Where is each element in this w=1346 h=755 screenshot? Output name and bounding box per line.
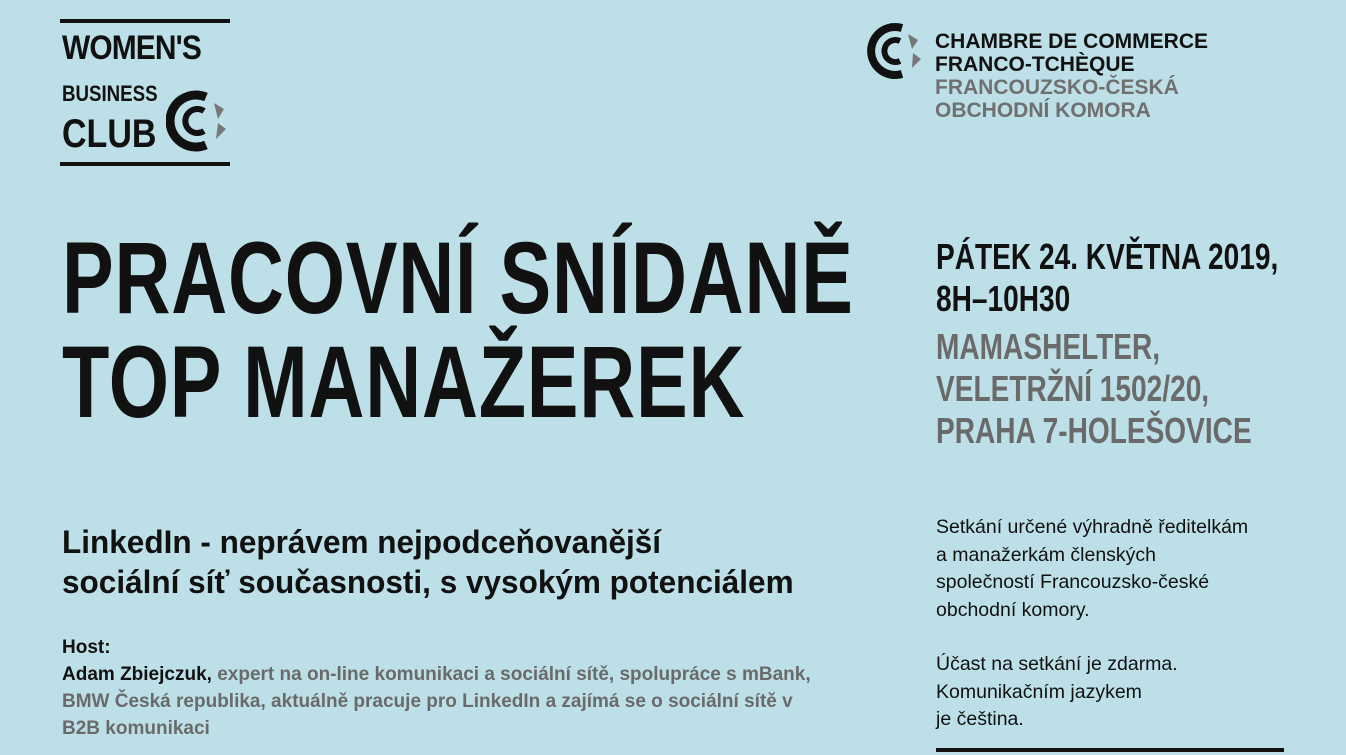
page-title	[62, 221, 854, 439]
info-p1-line1: Setkání určené výhradně ředitelkám	[936, 516, 1249, 538]
subtitle-line-1: LinkedIn - neprávem nejpodceňovanější	[62, 524, 662, 560]
logo-top-rule	[60, 19, 230, 23]
venue-street: VELETRŽNÍ 1502/20,	[936, 368, 1210, 409]
subtitle-line-2: sociální síť současnosti, s vysokým potenciálem	[62, 564, 794, 600]
event-time: 8H–10H30	[936, 278, 1071, 319]
cci-c-icon	[166, 89, 230, 153]
event-info	[936, 514, 1296, 734]
cci-line-3: FRANCOUZSKO-ČESKÁ	[935, 76, 1179, 99]
info-p2-line1: Účast na setkání je zdarma.	[936, 653, 1178, 675]
info-p2-line3: je čeština.	[936, 708, 1024, 730]
event-datetime	[936, 236, 1278, 320]
divider	[936, 748, 1284, 752]
info-p1-line2: a manažerkám členských	[936, 543, 1157, 566]
logo-text-club: CLUB	[62, 112, 157, 156]
host-desc-1: expert na on-line komunikaci a sociální sítě, spolupráce s mBank,	[211, 664, 811, 685]
host-desc-3: B2B komunikaci	[62, 718, 210, 739]
logo-bottom-rule	[60, 162, 230, 166]
title-line-1: PRACOVNÍ SNÍDANĚ	[62, 221, 854, 335]
logo-text-womens: WOMEN'S	[62, 29, 201, 67]
cci-logo-text	[935, 30, 1208, 122]
host-section	[62, 634, 882, 742]
venue-name: MAMASHELTER,	[936, 326, 1161, 367]
info-p1-line4: obchodní komory.	[936, 598, 1090, 621]
info-p2-line2: Komunikačním jazykem	[936, 680, 1142, 703]
topic-subtitle	[62, 522, 794, 602]
host-name: Adam Zbiejczuk,	[62, 664, 212, 685]
cci-line-1: CHAMBRE DE COMMERCE	[935, 30, 1208, 53]
event-venue	[936, 326, 1252, 452]
host-label: Host:	[62, 637, 111, 658]
title-line-2: TOP MANAŽEREK	[62, 325, 746, 439]
cci-line-2: FRANCO-TCHÈQUE	[935, 53, 1135, 76]
cci-c-icon	[866, 22, 924, 80]
womens-business-club-logo	[60, 19, 230, 169]
logo-text-business: BUSINESS	[62, 81, 158, 106]
venue-city: PRAHA 7-HOLEŠOVICE	[936, 410, 1252, 451]
info-p1-line3: společností Francouzsko-české	[936, 571, 1210, 593]
cci-line-4: OBCHODNÍ KOMORA	[935, 99, 1151, 122]
event-date: PÁTEK 24. KVĚTNA 2019,	[936, 236, 1279, 277]
host-desc-2: BMW Česká republika, aktuálně pracuje pro LinkedIn a zajímá se o sociální sítě v	[62, 691, 793, 712]
